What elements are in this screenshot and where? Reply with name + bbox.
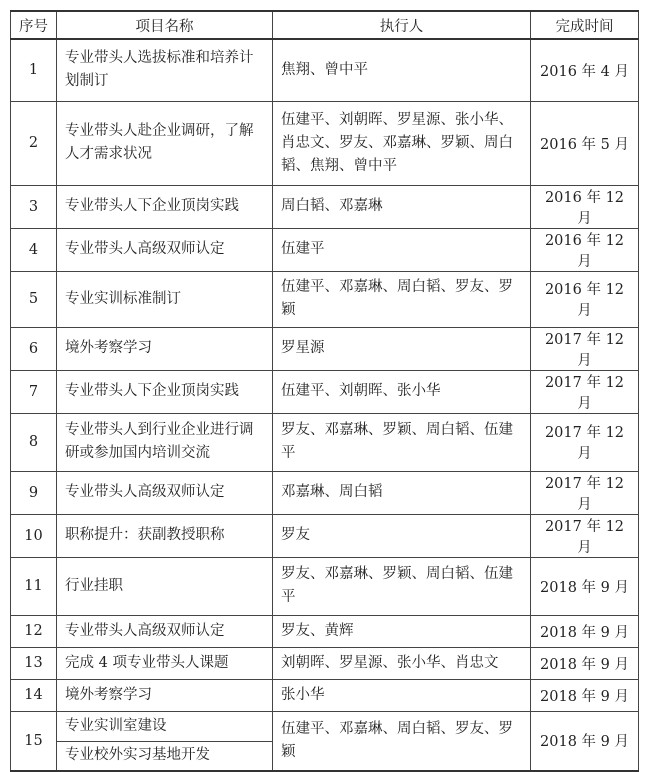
table-row — [11, 101, 639, 185]
row-index: 2 — [11, 101, 57, 185]
row-project-name: 专业实训室建设 — [57, 711, 273, 741]
row-completion-time: 2018 年 9 月 — [531, 711, 639, 771]
row-project-name: 境外考察学习 — [57, 679, 273, 711]
row-completion-time: 2017 年 12 月 — [531, 327, 639, 370]
table-row — [11, 615, 639, 647]
row-completion-time: 2017 年 12 月 — [531, 370, 639, 413]
row-index: 13 — [11, 647, 57, 679]
row-project-name: 专业带头人赴企业调研，了解人才需求状况 — [57, 101, 273, 185]
table-row — [11, 370, 639, 413]
table-row — [11, 327, 639, 370]
table-row — [11, 185, 639, 228]
table-row — [11, 679, 639, 711]
row-index: 3 — [11, 185, 57, 228]
row-project-name: 专业带头人下企业顶岗实践 — [57, 185, 273, 228]
row-executor: 周白韬、邓嘉琳 — [273, 185, 531, 228]
table-row — [11, 228, 639, 271]
header-project-name: 项目名称 — [57, 11, 273, 39]
row-executor: 刘朝晖、罗星源、张小华、肖忠文 — [273, 647, 531, 679]
schedule-table — [10, 10, 639, 772]
header-executor: 执行人 — [273, 11, 531, 39]
row-project-name: 专业带头人到行业企业进行调研或参加国内培训交流 — [57, 413, 273, 471]
table-body — [11, 39, 639, 771]
row-executor: 罗星源 — [273, 327, 531, 370]
row-executor: 伍建平、邓嘉琳、周白韬、罗友、罗颖 — [273, 271, 531, 327]
row-index: 5 — [11, 271, 57, 327]
row-executor: 罗友 — [273, 514, 531, 557]
row-index: 15 — [11, 711, 57, 771]
row-completion-time: 2017 年 12 月 — [531, 514, 639, 557]
row-index: 12 — [11, 615, 57, 647]
row-project-name: 境外考察学习 — [57, 327, 273, 370]
row-project-name: 完成 4 项专业带头人课题 — [57, 647, 273, 679]
row-completion-time: 2016 年 12 月 — [531, 185, 639, 228]
row-completion-time: 2016 年 12 月 — [531, 228, 639, 271]
row-project-name: 专业校外实习基地开发 — [57, 741, 273, 771]
table-row — [11, 413, 639, 471]
row-project-name: 专业带头人高级双师认定 — [57, 228, 273, 271]
table-row — [11, 647, 639, 679]
row-project-name: 专业带头人高级双师认定 — [57, 615, 273, 647]
row-completion-time: 2018 年 9 月 — [531, 647, 639, 679]
row-index: 11 — [11, 557, 57, 615]
row-index: 14 — [11, 679, 57, 711]
row-executor: 伍建平、刘朝晖、张小华 — [273, 370, 531, 413]
table-row — [11, 557, 639, 615]
row-completion-time: 2018 年 9 月 — [531, 615, 639, 647]
row-project-name: 专业实训标准制订 — [57, 271, 273, 327]
row-completion-time: 2016 年 5 月 — [531, 101, 639, 185]
row-completion-time: 2018 年 9 月 — [531, 557, 639, 615]
row-executor: 罗友、邓嘉琳、罗颖、周白韬、伍建平 — [273, 557, 531, 615]
row-project-name: 专业带头人选拔标准和培养计划制订 — [57, 39, 273, 101]
row-completion-time: 2016 年 4 月 — [531, 39, 639, 101]
row-index: 4 — [11, 228, 57, 271]
row-project-name: 专业带头人下企业顶岗实践 — [57, 370, 273, 413]
row-index: 10 — [11, 514, 57, 557]
table-header — [11, 11, 639, 39]
row-completion-time: 2016 年 12 月 — [531, 271, 639, 327]
row-executor: 罗友、邓嘉琳、罗颖、周白韬、伍建平 — [273, 413, 531, 471]
row-executor: 邓嘉琳、周白韬 — [273, 471, 531, 514]
table-row — [11, 271, 639, 327]
row-executor: 伍建平 — [273, 228, 531, 271]
row-executor: 张小华 — [273, 679, 531, 711]
header-index: 序号 — [11, 11, 57, 39]
row-index: 8 — [11, 413, 57, 471]
row-index: 1 — [11, 39, 57, 101]
table-row — [11, 711, 639, 741]
table-row — [11, 39, 639, 101]
table-row — [11, 471, 639, 514]
row-project-name: 职称提升：获副教授职称 — [57, 514, 273, 557]
row-completion-time: 2017 年 12 月 — [531, 471, 639, 514]
row-index: 7 — [11, 370, 57, 413]
row-executor: 罗友、黄辉 — [273, 615, 531, 647]
row-completion-time: 2017 年 12 月 — [531, 413, 639, 471]
row-project-name: 专业带头人高级双师认定 — [57, 471, 273, 514]
row-executor: 焦翔、曾中平 — [273, 39, 531, 101]
row-executor: 伍建平、刘朝晖、罗星源、张小华、肖忠文、罗友、邓嘉琳、罗颖、周白韬、焦翔、曾中平 — [273, 101, 531, 185]
header-completion-time: 完成时间 — [531, 11, 639, 39]
row-index: 9 — [11, 471, 57, 514]
row-project-name: 行业挂职 — [57, 557, 273, 615]
row-executor: 伍建平、邓嘉琳、周白韬、罗友、罗颖 — [273, 711, 531, 771]
row-completion-time: 2018 年 9 月 — [531, 679, 639, 711]
row-index: 6 — [11, 327, 57, 370]
table-row — [11, 514, 639, 557]
